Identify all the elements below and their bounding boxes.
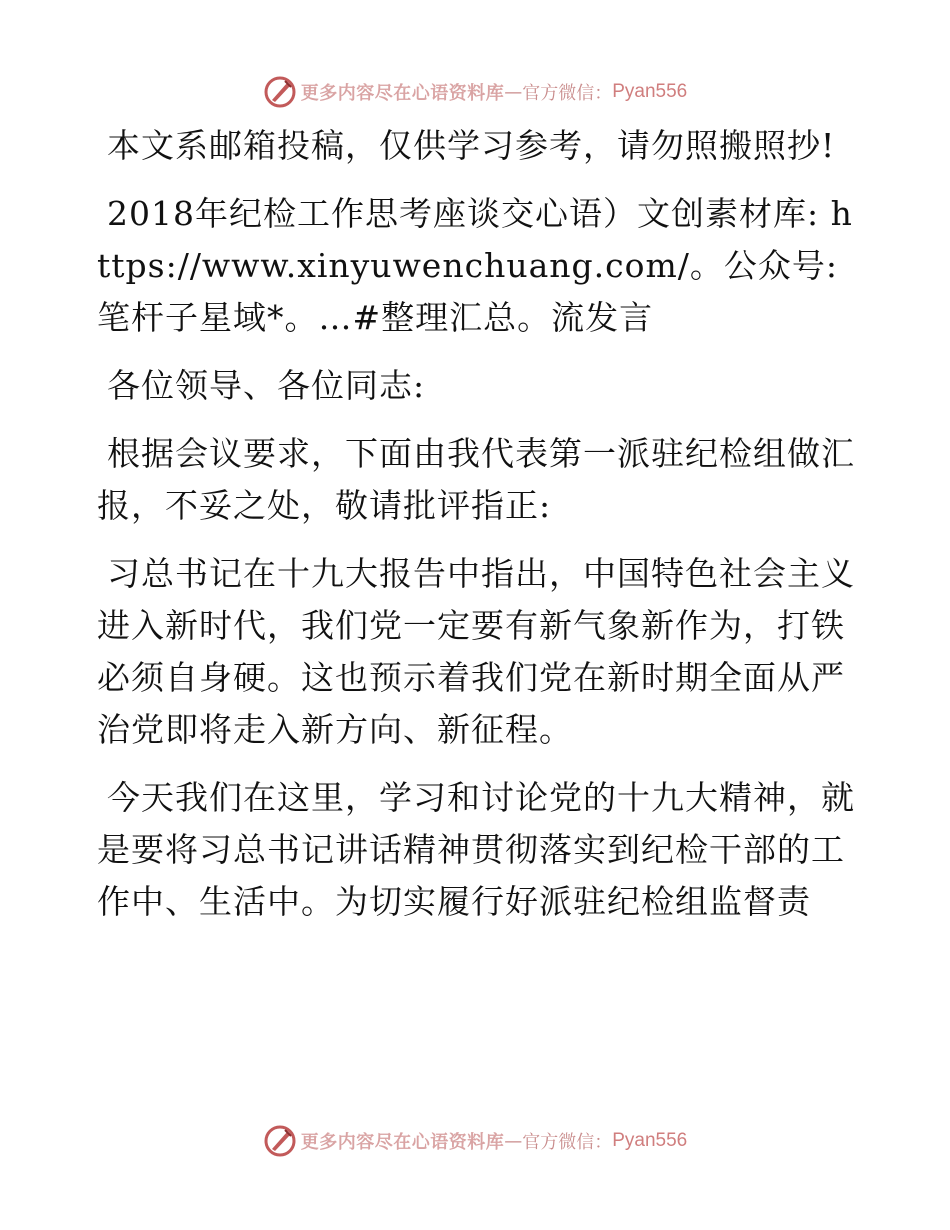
paragraph-salutation: 各位领导、各位同志: — [107, 366, 426, 405]
document-body — [97, 120, 857, 944]
footer-watermark-banner — [0, 1121, 950, 1161]
banner-main-text: 更多内容尽在心语资料库 — [300, 83, 505, 104]
banner-wechat-id: Pyan556 — [612, 81, 688, 102]
banner-separator: — — [504, 1130, 523, 1152]
paragraph-intro: 根据会议要求，下面由我代表第一派驻纪检组做汇报，不妥之处，敬请批评指正: — [97, 434, 855, 525]
banner-sub-text: 官方微信： — [522, 1132, 613, 1153]
banner-main-text: 更多内容尽在心语资料库 — [300, 1132, 505, 1153]
banner-sub-text: 官方微信： — [522, 83, 613, 104]
paragraph-body-2: 今天我们在这里，学习和讨论党的十九大精神，就是要将习总书记讲话精神贯彻落实到纪检干部的工作中、生活中。为切实履行好派驻纪检组监督责 — [97, 778, 855, 921]
paragraph-notice: 本文系邮箱投稿，仅供学习参考，请勿照搬照抄! — [107, 126, 836, 165]
paragraph-body-1: 习总书记在十九大报告中指出，中国特色社会主义进入新时代，我们党一定要有新气象新作为，打铁必须自身硬。这也预示着我们党在新时期全面从严治党即将走入新方向、新征程。 — [97, 554, 855, 749]
header-watermark-banner — [0, 72, 950, 112]
paragraph-title-source: 2018年纪检工作思考座谈交心语）文创素材库: https://www.xinyuwenchuang.com/。公众号: 笔杆子星域*。…#整理汇总。流发言 — [97, 194, 853, 337]
quill-seal-icon — [263, 75, 297, 109]
banner-wechat-id: Pyan556 — [612, 1130, 688, 1151]
quill-seal-icon — [263, 1124, 297, 1158]
banner-separator: — — [504, 81, 523, 103]
